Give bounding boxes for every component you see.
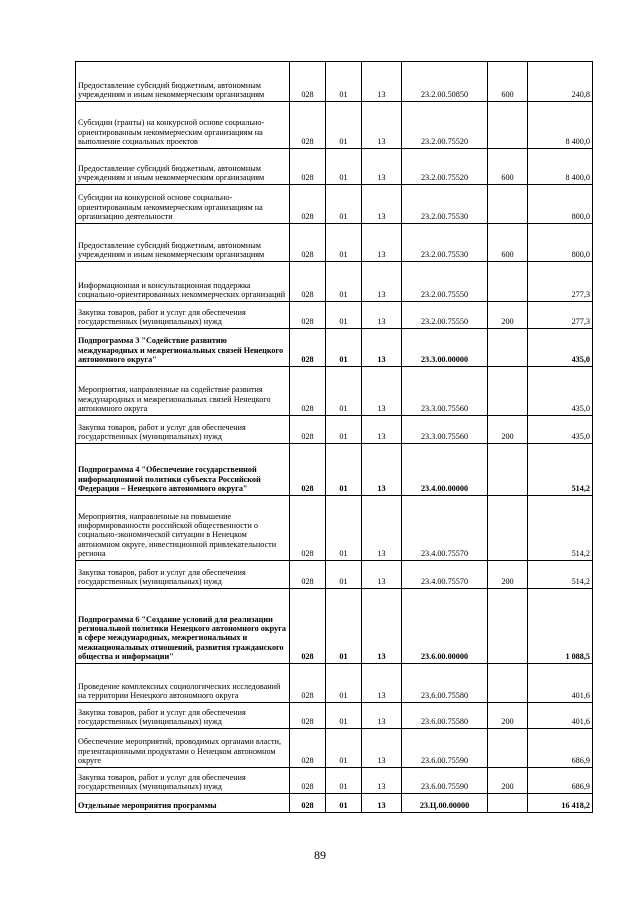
- subsection-code-cell: 13: [362, 703, 402, 729]
- expense-type-code-cell: 200: [488, 768, 528, 794]
- table-row: [76, 794, 593, 813]
- section-code-cell: 01: [326, 664, 362, 703]
- row-name-cell: Предоставление субсидий бюджетным, автономным учреждениям и иным некоммерческим организациям: [76, 62, 290, 102]
- ministry-code-cell: 028: [290, 102, 326, 149]
- table-row: [76, 302, 593, 329]
- expense-type-code-cell: [488, 496, 528, 561]
- table-row: [76, 768, 593, 794]
- budget-table-body: [76, 62, 593, 813]
- expense-type-code-cell: 200: [488, 703, 528, 729]
- row-name-cell: Подпрограмма 6 "Создание условий для реализации региональной политики Ненецкого автономного округа в сфере международных, межрегиональных и межнациональных отношений, развития гражданского общества и информации": [76, 589, 290, 664]
- row-name-cell: Информационная и консультационная поддержка социально-ориентированных некоммерческих организаций: [76, 262, 290, 302]
- ministry-code-cell: 028: [290, 664, 326, 703]
- target-item-code-cell: 23.6.00.75580: [402, 664, 488, 703]
- amount-cell: 435,0: [528, 416, 593, 444]
- section-code-cell: 01: [326, 561, 362, 589]
- expense-type-code-cell: [488, 444, 528, 496]
- subsection-code-cell: 13: [362, 302, 402, 329]
- ministry-code-cell: 028: [290, 729, 326, 768]
- table-row: [76, 367, 593, 416]
- table-row: [76, 185, 593, 224]
- amount-cell: 277,3: [528, 302, 593, 329]
- section-code-cell: 01: [326, 102, 362, 149]
- table-row: [76, 329, 593, 367]
- table-row: [76, 589, 593, 664]
- subsection-code-cell: 13: [362, 262, 402, 302]
- expense-type-code-cell: 600: [488, 149, 528, 185]
- ministry-code-cell: 028: [290, 302, 326, 329]
- ministry-code-cell: 028: [290, 329, 326, 367]
- subsection-code-cell: 13: [362, 367, 402, 416]
- amount-cell: 277,3: [528, 262, 593, 302]
- row-name-cell: Отдельные мероприятия программы: [76, 794, 290, 813]
- ministry-code-cell: 028: [290, 367, 326, 416]
- section-code-cell: 01: [326, 729, 362, 768]
- table-row: [76, 416, 593, 444]
- ministry-code-cell: 028: [290, 496, 326, 561]
- amount-cell: 16 418,2: [528, 794, 593, 813]
- page-number: 89: [314, 848, 326, 862]
- amount-cell: 686,9: [528, 729, 593, 768]
- ministry-code-cell: 028: [290, 561, 326, 589]
- target-item-code-cell: 23.3.00.00000: [402, 329, 488, 367]
- subsection-code-cell: 13: [362, 329, 402, 367]
- row-name-cell: Подпрограмма 4 "Обеспечение государственной информационной политики субъекта Российской Федерации – Ненецкого автономного округа": [76, 444, 290, 496]
- row-name-cell: Обеспечение мероприятий, проводимых органами власти, презентационными продуктами о Ненецком автономном округе: [76, 729, 290, 768]
- expense-type-code-cell: [488, 794, 528, 813]
- target-item-code-cell: 23.2.00.75550: [402, 262, 488, 302]
- row-name-cell: Проведение комплексных социологических исследований на территории Ненецкого автономного округа: [76, 664, 290, 703]
- target-item-code-cell: 23.4.00.75570: [402, 496, 488, 561]
- expense-type-code-cell: 200: [488, 302, 528, 329]
- ministry-code-cell: 028: [290, 262, 326, 302]
- expense-type-code-cell: [488, 262, 528, 302]
- section-code-cell: 01: [326, 224, 362, 262]
- table-row: [76, 262, 593, 302]
- table-row: [76, 102, 593, 149]
- amount-cell: 401,6: [528, 664, 593, 703]
- target-item-code-cell: 23.2.00.50850: [402, 62, 488, 102]
- target-item-code-cell: 23.Ц.00.00000: [402, 794, 488, 813]
- target-item-code-cell: 23.6.00.00000: [402, 589, 488, 664]
- expense-type-code-cell: [488, 367, 528, 416]
- amount-cell: 8 400,0: [528, 149, 593, 185]
- target-item-code-cell: 23.2.00.75530: [402, 224, 488, 262]
- section-code-cell: 01: [326, 444, 362, 496]
- expense-type-code-cell: 600: [488, 62, 528, 102]
- amount-cell: 686,9: [528, 768, 593, 794]
- expense-type-code-cell: [488, 102, 528, 149]
- target-item-code-cell: 23.2.00.75550: [402, 302, 488, 329]
- subsection-code-cell: 13: [362, 62, 402, 102]
- ministry-code-cell: 028: [290, 416, 326, 444]
- section-code-cell: 01: [326, 262, 362, 302]
- ministry-code-cell: 028: [290, 768, 326, 794]
- subsection-code-cell: 13: [362, 149, 402, 185]
- amount-cell: 401,6: [528, 703, 593, 729]
- target-item-code-cell: 23.2.00.75530: [402, 185, 488, 224]
- target-item-code-cell: 23.3.00.75560: [402, 416, 488, 444]
- row-name-cell: Субсидии (гранты) на конкурсной основе социально-ориентированным некоммерческим организациям на выполнение социальных проектов: [76, 102, 290, 149]
- subsection-code-cell: 13: [362, 185, 402, 224]
- ministry-code-cell: 028: [290, 589, 326, 664]
- expense-type-code-cell: [488, 729, 528, 768]
- table-row: [76, 62, 593, 102]
- amount-cell: 800,0: [528, 185, 593, 224]
- target-item-code-cell: 23.4.00.75570: [402, 561, 488, 589]
- table-row: [76, 729, 593, 768]
- section-code-cell: 01: [326, 62, 362, 102]
- row-name-cell: Мероприятия, направленные на содействие развития международных и межрегиональных связей Ненецкого автономного округа: [76, 367, 290, 416]
- expense-type-code-cell: 200: [488, 561, 528, 589]
- row-name-cell: Закупка товаров, работ и услуг для обеспечения государственных (муниципальных) нужд: [76, 302, 290, 329]
- table-row: [76, 561, 593, 589]
- section-code-cell: 01: [326, 149, 362, 185]
- row-name-cell: Закупка товаров, работ и услуг для обеспечения государственных (муниципальных) нужд: [76, 703, 290, 729]
- section-code-cell: 01: [326, 496, 362, 561]
- target-item-code-cell: 23.6.00.75590: [402, 729, 488, 768]
- amount-cell: 514,2: [528, 496, 593, 561]
- ministry-code-cell: 028: [290, 703, 326, 729]
- row-name-cell: Закупка товаров, работ и услуг для обеспечения государственных (муниципальных) нужд: [76, 768, 290, 794]
- table-row: [76, 664, 593, 703]
- ministry-code-cell: 028: [290, 794, 326, 813]
- subsection-code-cell: 13: [362, 794, 402, 813]
- budget-table: [75, 61, 593, 813]
- row-name-cell: Мероприятия, направленные на повышение информированности российской общественности о социально-экономической ситуации в Ненецком автономном округе, инвестиционной привлекательности региона: [76, 496, 290, 561]
- section-code-cell: 01: [326, 589, 362, 664]
- target-item-code-cell: 23.6.00.75580: [402, 703, 488, 729]
- expense-type-code-cell: [488, 185, 528, 224]
- row-name-cell: Предоставление субсидий бюджетным, автономным учреждениям и иным некоммерческим организациям: [76, 149, 290, 185]
- subsection-code-cell: 13: [362, 416, 402, 444]
- section-code-cell: 01: [326, 329, 362, 367]
- row-name-cell: Закупка товаров, работ и услуг для обеспечения государственных (муниципальных) нужд: [76, 416, 290, 444]
- table-row: [76, 224, 593, 262]
- amount-cell: 800,0: [528, 224, 593, 262]
- target-item-code-cell: 23.6.00.75590: [402, 768, 488, 794]
- subsection-code-cell: 13: [362, 664, 402, 703]
- row-name-cell: Подпрограмма 3 "Содействие развитию международных и межрегиональных связей Ненецкого автономного округа": [76, 329, 290, 367]
- table-row: [76, 703, 593, 729]
- row-name-cell: Закупка товаров, работ и услуг для обеспечения государственных (муниципальных) нужд: [76, 561, 290, 589]
- amount-cell: 435,0: [528, 367, 593, 416]
- amount-cell: 240,8: [528, 62, 593, 102]
- section-code-cell: 01: [326, 794, 362, 813]
- subsection-code-cell: 13: [362, 561, 402, 589]
- amount-cell: 1 088,5: [528, 589, 593, 664]
- ministry-code-cell: 028: [290, 185, 326, 224]
- section-code-cell: 01: [326, 185, 362, 224]
- subsection-code-cell: 13: [362, 768, 402, 794]
- target-item-code-cell: 23.3.00.75560: [402, 367, 488, 416]
- row-name-cell: Предоставление субсидий бюджетным, автономным учреждениям и иным некоммерческим организациям: [76, 224, 290, 262]
- section-code-cell: 01: [326, 367, 362, 416]
- expense-type-code-cell: 200: [488, 416, 528, 444]
- subsection-code-cell: 13: [362, 729, 402, 768]
- expense-type-code-cell: [488, 664, 528, 703]
- row-name-cell: Субсидии на конкурсной основе социально-ориентированным некоммерческим организациям на организацию деятельности: [76, 185, 290, 224]
- table-row: [76, 496, 593, 561]
- subsection-code-cell: 13: [362, 589, 402, 664]
- target-item-code-cell: 23.2.00.75520: [402, 102, 488, 149]
- ministry-code-cell: 028: [290, 62, 326, 102]
- subsection-code-cell: 13: [362, 496, 402, 561]
- section-code-cell: 01: [326, 416, 362, 444]
- target-item-code-cell: 23.2.00.75520: [402, 149, 488, 185]
- section-code-cell: 01: [326, 703, 362, 729]
- subsection-code-cell: 13: [362, 102, 402, 149]
- expense-type-code-cell: 600: [488, 224, 528, 262]
- expense-type-code-cell: [488, 329, 528, 367]
- table-row: [76, 149, 593, 185]
- amount-cell: 8 400,0: [528, 102, 593, 149]
- table-row: [76, 444, 593, 496]
- expense-type-code-cell: [488, 589, 528, 664]
- ministry-code-cell: 028: [290, 224, 326, 262]
- amount-cell: 514,2: [528, 561, 593, 589]
- amount-cell: 514,2: [528, 444, 593, 496]
- target-item-code-cell: 23.4.00.00000: [402, 444, 488, 496]
- amount-cell: 435,0: [528, 329, 593, 367]
- section-code-cell: 01: [326, 768, 362, 794]
- ministry-code-cell: 028: [290, 149, 326, 185]
- subsection-code-cell: 13: [362, 224, 402, 262]
- subsection-code-cell: 13: [362, 444, 402, 496]
- section-code-cell: 01: [326, 302, 362, 329]
- ministry-code-cell: 028: [290, 444, 326, 496]
